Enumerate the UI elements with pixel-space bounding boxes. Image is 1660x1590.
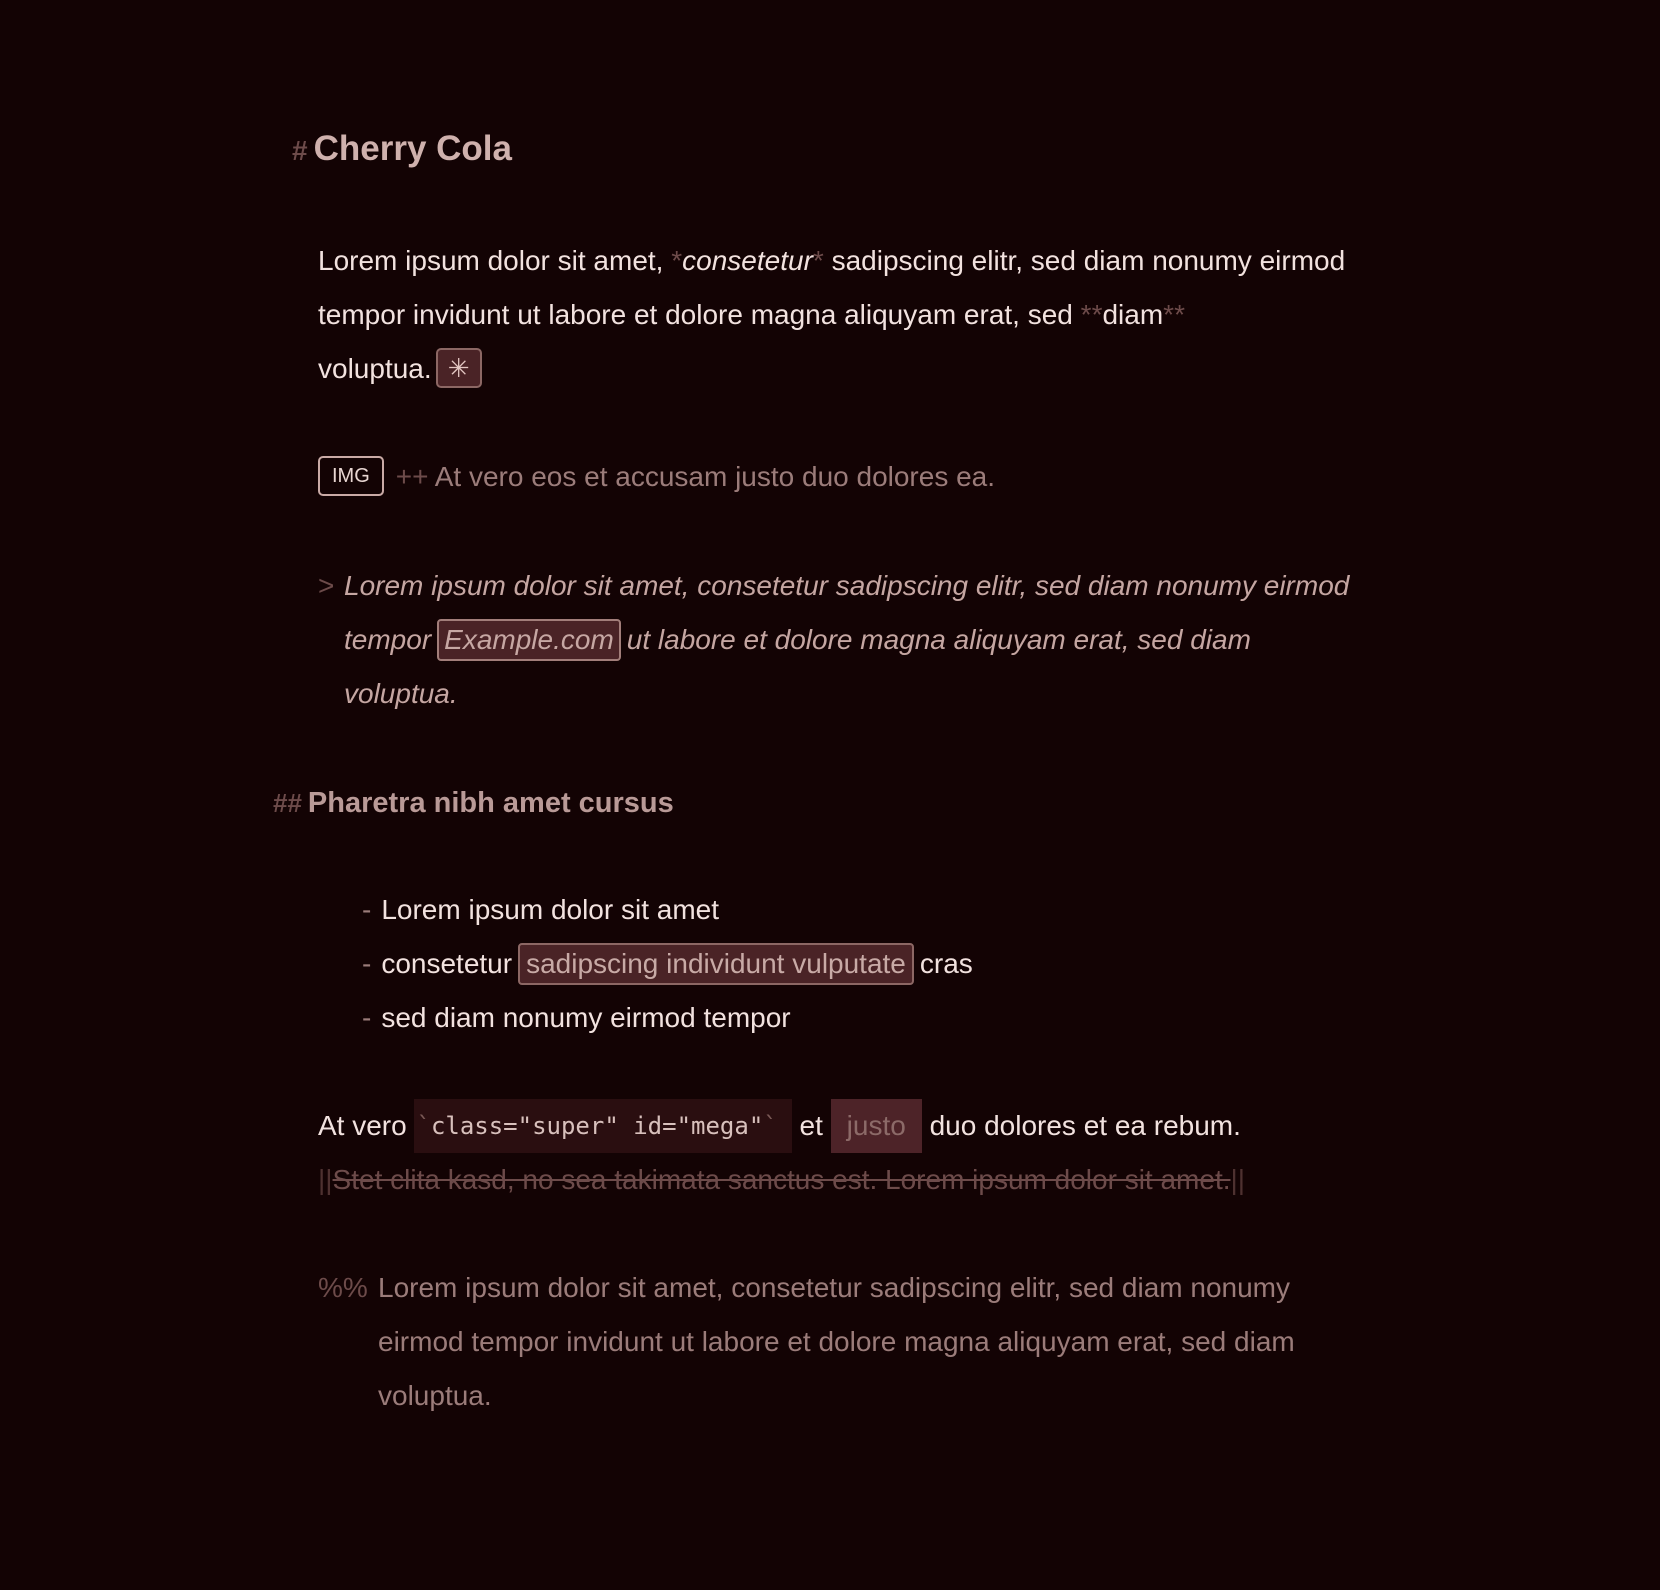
example-link[interactable]: Example.com — [437, 619, 621, 661]
blockquote-text-a: Lorem ipsum dolor sit amet, consetetur sadipscing elitr, sed diam nonumy eirmod tempor — [344, 570, 1350, 655]
paragraph-2 — [318, 1099, 1358, 1207]
heading-2 — [273, 776, 674, 830]
comment-text: Lorem ipsum dolor sit amet, consetetur sadipscing elitr, sed diam nonumy eirmod tempor invidunt ut labore et dolore magna aliquyam erat, sed diam voluptua. — [378, 1272, 1295, 1411]
blockquote-marker: > — [318, 570, 335, 601]
list-dash: - — [362, 894, 372, 925]
image-line — [318, 450, 1358, 504]
footnote-asterisk-icon[interactable]: ✳ — [436, 348, 482, 388]
image-line-text: At vero eos et accusam justo duo dolores ea. — [428, 461, 996, 492]
list-item — [362, 937, 973, 991]
emphasis-text: consetetur — [682, 245, 813, 276]
paragraph-1-text-b: sadipscing elitr, sed diam nonumy eirmod tempor invidunt ut labore et dolore magna aliquyam erat, sed — [318, 245, 1346, 330]
list-item-text: Lorem ipsum dolor sit amet — [381, 894, 720, 925]
heading-1 — [292, 122, 512, 178]
list-dash: - — [362, 1002, 372, 1033]
inline-code-text: class="super" id="mega" — [430, 1112, 764, 1140]
emphasis-marker-open: * — [671, 245, 683, 276]
code-tick-open: ` — [416, 1112, 431, 1140]
paragraph-1-text-a: Lorem ipsum dolor sit amet, — [318, 245, 672, 276]
paragraph-2-text-a: At vero — [318, 1110, 415, 1141]
strong-marker-close: ** — [1163, 299, 1185, 330]
paragraph-2-text-b: et — [791, 1110, 831, 1141]
heading-2-marker: ## — [273, 788, 302, 818]
heading-2-text: Pharetra nibh amet cursus — [307, 787, 674, 819]
strike-pipes-close: || — [1230, 1164, 1246, 1195]
heading-1-marker: # — [292, 135, 308, 166]
strikethrough-text: Stet clita kasd, no sea takimata sanctus est. Lorem ipsum dolor sit amet. — [332, 1164, 1231, 1195]
highlight-chip[interactable]: justo — [831, 1099, 922, 1153]
image-badge[interactable]: IMG — [318, 456, 384, 496]
list-item — [362, 991, 973, 1045]
code-tick-close: ` — [763, 1112, 778, 1140]
paragraph-1-text-c: voluptua. — [318, 353, 432, 384]
comment-marker: %% — [318, 1272, 368, 1303]
list-dash: - — [362, 948, 372, 979]
heading-1-text: Cherry Cola — [313, 129, 512, 168]
strong-marker-open: ** — [1080, 299, 1103, 330]
paragraph-1 — [318, 234, 1358, 396]
paragraph-2-text-c: duo dolores et ea rebum. — [921, 1110, 1241, 1141]
blockquote — [318, 559, 1368, 721]
list-item — [362, 883, 973, 937]
emphasis-marker-close: * — [812, 245, 824, 276]
list-item-text: sed diam nonumy eirmod tempor — [381, 1002, 791, 1033]
inline-code[interactable] — [414, 1099, 791, 1153]
comment-block — [318, 1261, 1368, 1423]
highlighted-text[interactable]: sadipscing individunt vulputate — [518, 943, 914, 985]
blockquote-text-b: ut labore et dolore magna aliquyam erat, sed diam voluptua. — [344, 624, 1251, 709]
image-line-marker: ++ — [395, 461, 429, 492]
strike-pipes-open: || — [318, 1164, 333, 1195]
list-item-text: consetetur — [381, 948, 513, 979]
strong-text: diam — [1102, 299, 1164, 330]
bullet-list — [362, 883, 973, 1045]
list-item-text: cras — [919, 948, 973, 979]
